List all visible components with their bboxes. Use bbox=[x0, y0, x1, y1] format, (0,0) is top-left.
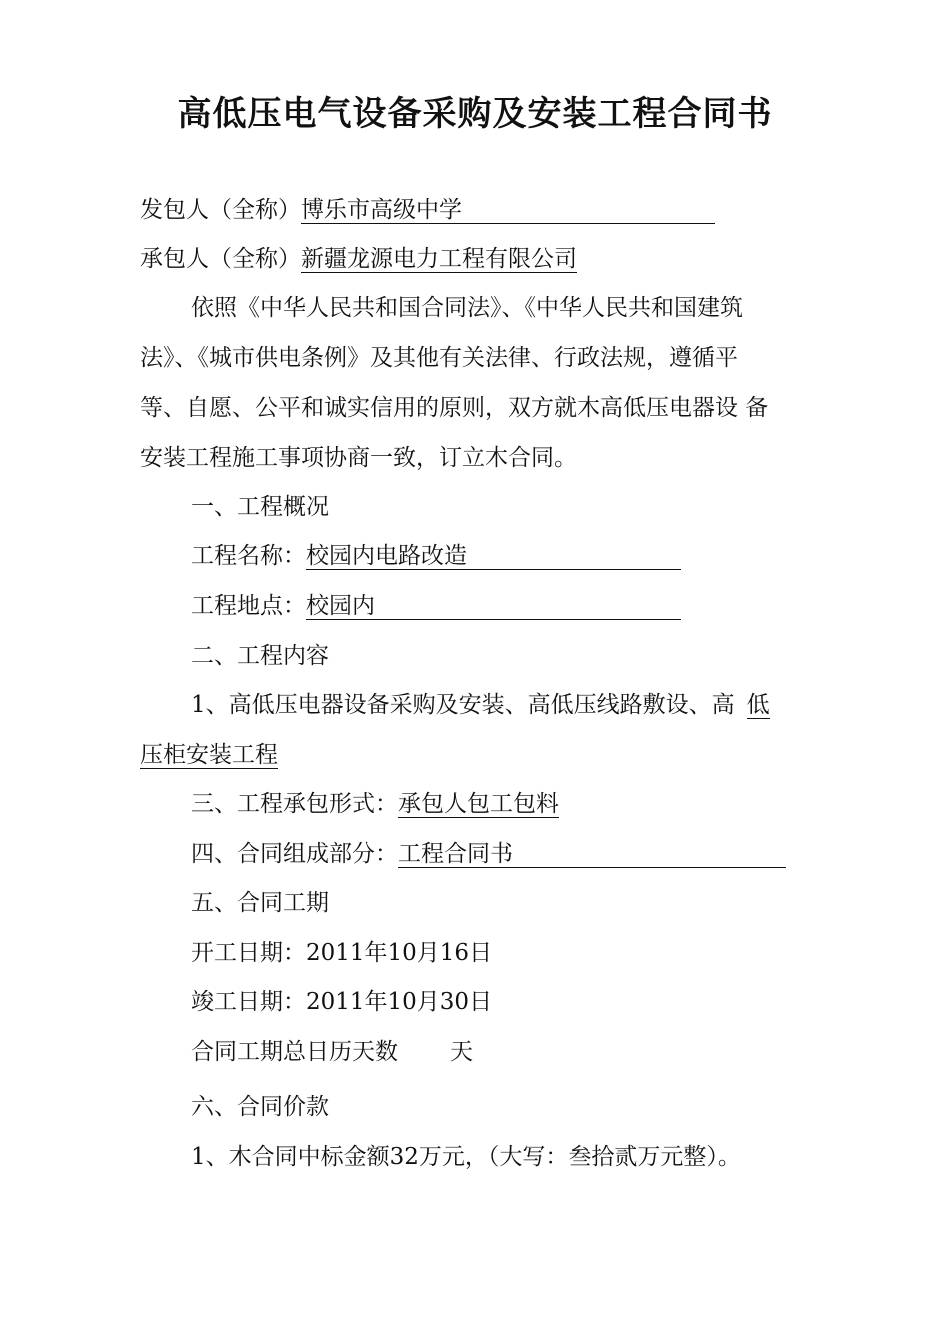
section-3-value: 承包人包工包料 bbox=[398, 791, 559, 817]
project-name-value: 校园内电路改造 bbox=[306, 543, 681, 570]
section-4-value: 工程合同书 bbox=[398, 841, 786, 868]
content-line-1 bbox=[191, 689, 770, 721]
content-text-1: 1、高低压电器设备采购及安装、高低压线路敷设、高 bbox=[191, 692, 735, 718]
section-4-label: 四、合同组成部分： bbox=[191, 841, 398, 867]
contractor-value: 新疆龙源电力工程有限公司 bbox=[301, 246, 577, 272]
employer-label: 发包人（全称） bbox=[140, 197, 301, 223]
project-site-label: 工程地点： bbox=[191, 593, 306, 619]
employer-line bbox=[140, 194, 715, 226]
price-line: 1、木合同中标金额32万元，（大写：叁拾贰万元整）。 bbox=[191, 1144, 741, 1170]
start-date: 开工日期：2011年10月16日 bbox=[191, 940, 493, 966]
section-6-heading: 六、合同价款 bbox=[191, 1094, 329, 1120]
section-4-line bbox=[191, 838, 786, 870]
section-5-heading: 五、合同工期 bbox=[191, 890, 329, 916]
paragraph-line-2: 法》、《城市供电条例》及其他有关法律、行政法规，遵循平 bbox=[140, 345, 738, 371]
section-3-label: 三、工程承包形式： bbox=[191, 791, 398, 817]
paragraph-line-1: 依照《中华人民共和国合同法》、《中华人民共和国建筑 bbox=[191, 295, 743, 321]
project-site-line bbox=[191, 590, 681, 622]
project-site-value: 校园内 bbox=[306, 593, 681, 620]
paragraph-line-3: 等、自愿、公平和诚实信用的原则，双方就木高低压电器设 备 bbox=[140, 395, 769, 421]
total-days-label: 合同工期总日历天数 bbox=[191, 1039, 398, 1065]
section-1-heading: 一、工程概况 bbox=[191, 494, 329, 520]
project-name-label: 工程名称： bbox=[191, 543, 306, 569]
section-2-heading: 二、工程内容 bbox=[191, 643, 329, 669]
content-line-2 bbox=[140, 739, 278, 771]
content-text-2-underlined: 压柜安装工程 bbox=[140, 742, 278, 768]
document-title: 高低压电气设备采购及安装工程合同书 bbox=[177, 94, 773, 134]
total-days-line bbox=[191, 1036, 473, 1068]
total-days-unit: 天 bbox=[450, 1039, 473, 1065]
section-3-line bbox=[191, 788, 559, 820]
end-date: 竣工日期：2011年10月30日 bbox=[191, 989, 493, 1015]
content-text-1-underlined: 低 bbox=[746, 692, 770, 718]
project-name-line bbox=[191, 540, 681, 572]
employer-value: 博乐市高级中学 bbox=[301, 197, 715, 224]
contractor-label: 承包人（全称） bbox=[140, 246, 301, 272]
contractor-line bbox=[140, 243, 577, 275]
paragraph-line-4: 安装工程施工事项协商一致，订立木合同。 bbox=[140, 445, 577, 471]
